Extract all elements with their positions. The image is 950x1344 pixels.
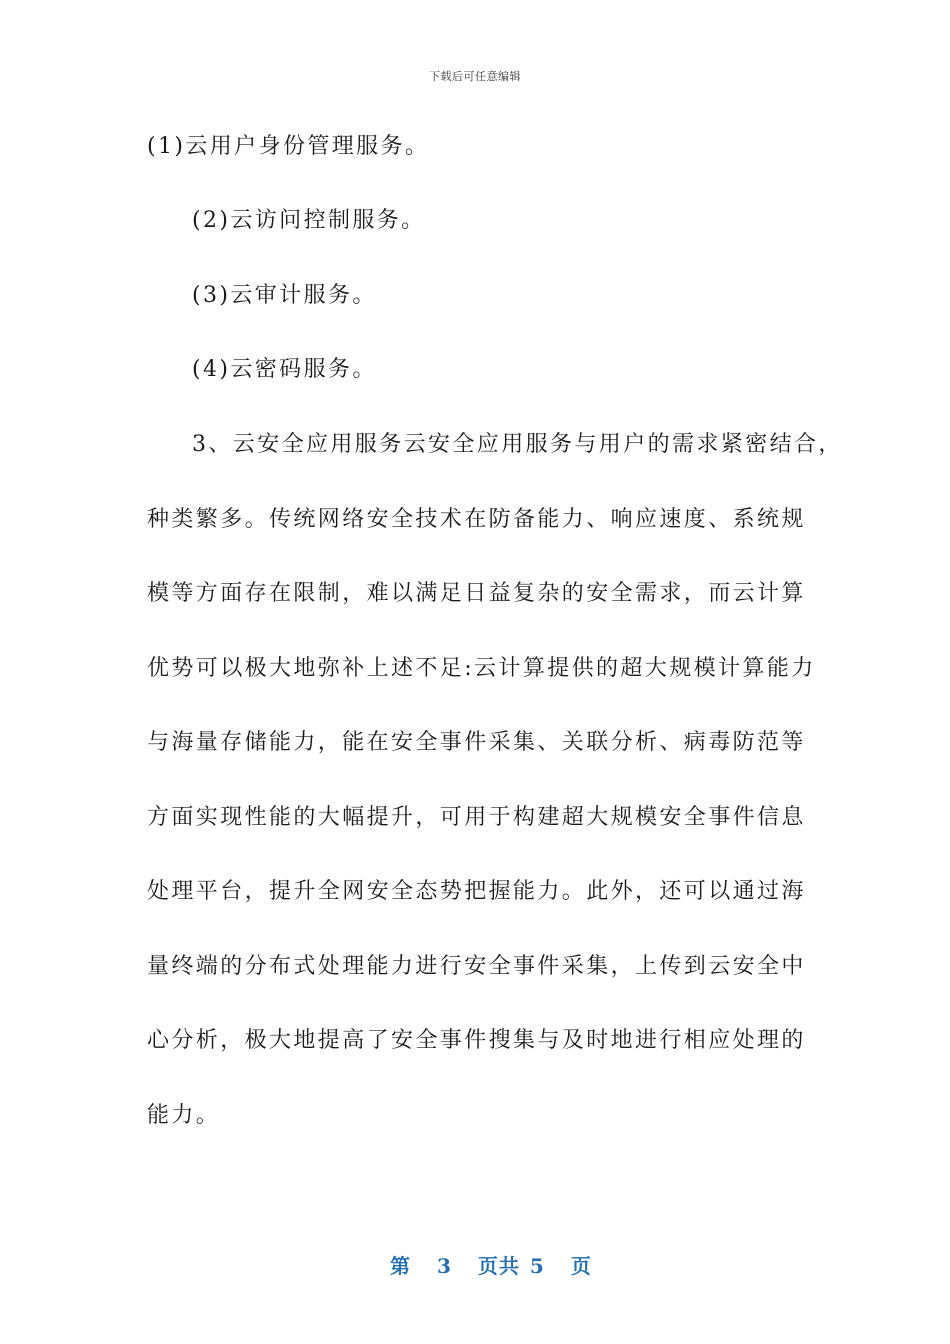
total-pages-number: 5 (529, 1254, 545, 1278)
paragraph-line: 种类繁多。传统网络安全技术在防备能力、响应速度、系统规 (147, 507, 806, 532)
list-item-4: (4)云密码服务。 (192, 357, 377, 382)
current-page-number: 3 (437, 1254, 452, 1278)
list-item-1: (1)云用户身份管理服务。 (147, 134, 430, 159)
list-item-2: (2)云访问控制服务。 (192, 208, 426, 233)
paragraph-line: 量终端的分布式处理能力进行安全事件采集，上传到云安全中 (147, 954, 806, 979)
page-mid: 页共 (477, 1254, 520, 1278)
paragraph-line: 处理平台，提升全网安全态势把握能力。此外，还可以通过海 (147, 879, 806, 904)
header-note: 下载后可任意编辑 (429, 70, 521, 83)
paragraph-line: 心分析，极大地提高了安全事件搜集与及时地进行相应处理的 (147, 1028, 806, 1053)
page-suffix: 页 (570, 1254, 592, 1278)
paragraph-line: 模等方面存在限制，难以满足日益复杂的安全需求，而云计算 (147, 581, 806, 606)
paragraph-line: 方面实现性能的大幅提升，可用于构建超大规模安全事件信息 (147, 805, 806, 830)
page-prefix: 第 (390, 1254, 411, 1278)
page-number-footer (0, 1226, 950, 1303)
list-item-3: (3)云审计服务。 (192, 283, 377, 308)
paragraph-line: 能力。 (147, 1103, 221, 1128)
paragraph-line: 优势可以极大地弥补上述不足:云计算提供的超大规模计算能力 (147, 656, 816, 681)
paragraph-line: 与海量存储能力，能在安全事件采集、关联分析、病毒防范等 (147, 730, 806, 755)
paragraph-line: 3、云安全应用服务云安全应用服务与用户的需求紧密结合， (192, 432, 843, 457)
